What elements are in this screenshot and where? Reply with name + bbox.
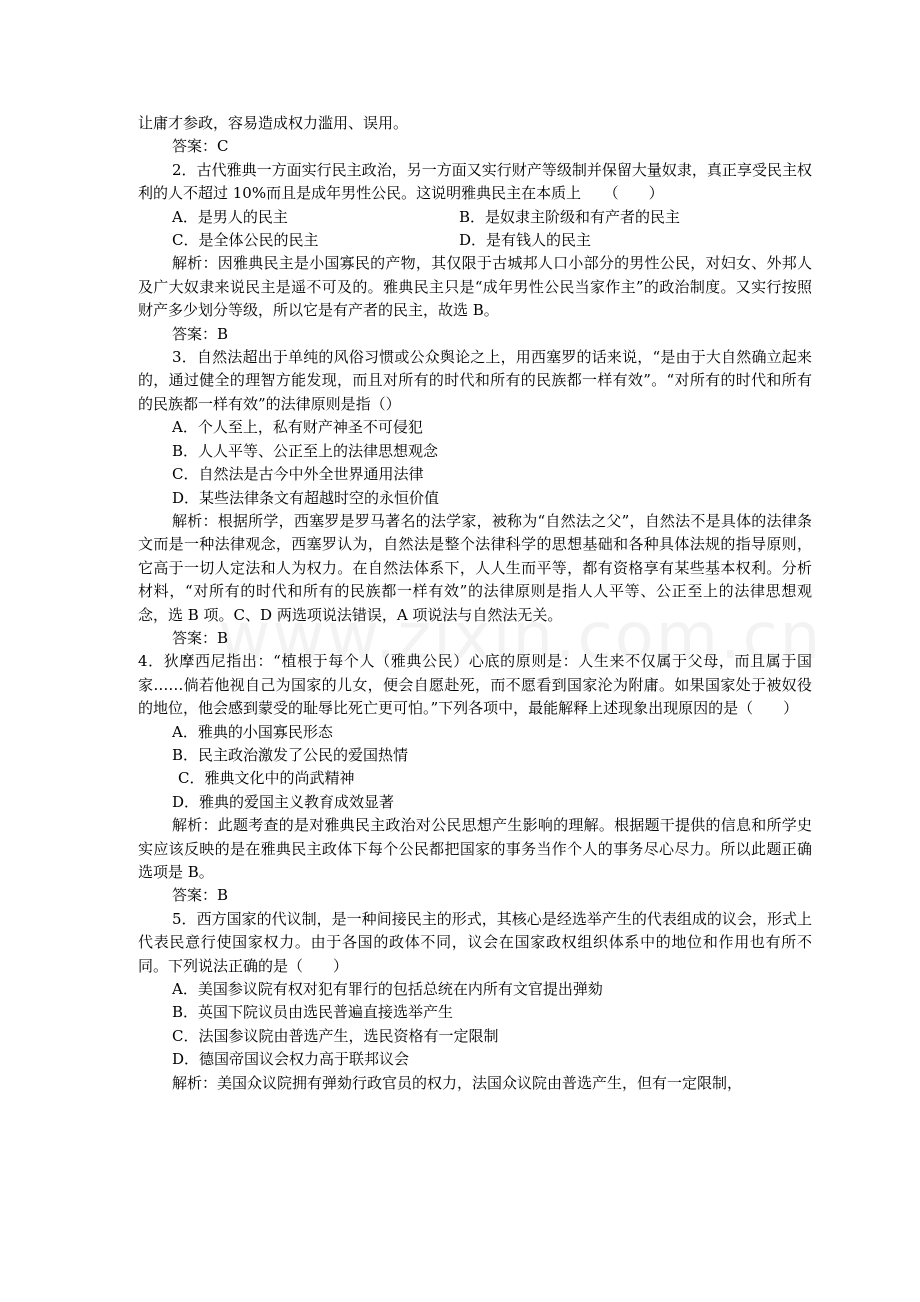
analysis-3: 解析：根据所学，西塞罗是罗马著名的法学家，被称为“自然法之父”，自然法不是具体的法律条文而是一种法律观念，西塞罗认为，自然法是整个法律科学的思想基础和各种具体法规的指导原则，它高于一切人定法和人为权力。在自然法体系下，人人生而平等，都有资格享有某些基本权利。分析材料，“对所有的时代和所有的民族都一样有效”的法律原则是指人人平等、公正至上的法律思想观念，选 B 项。C、D 两选项说法错误，A 项说法与自然法无关。 xyxy=(138,511,812,624)
analysis-5: 解析：美国众议院拥有弹劾行政官员的权力，法国众议院由普选产生，但有一定限制， xyxy=(172,1073,743,1092)
answer-1: 答案：C xyxy=(172,137,229,156)
option-2c: C．是全体公民的民主 xyxy=(172,231,319,250)
text-line: 让庸才参政，容易造成权力滥用、误用。 xyxy=(138,114,409,132)
option-2d: D．是有钱人的民主 xyxy=(459,231,592,250)
answer-3: 答案：B xyxy=(172,628,229,647)
option-5a: A．美国参议院有权对犯有罪行的包括总统在内所有文官提出弹劾 xyxy=(172,980,603,999)
option-3d: D．某些法律条文有超越时空的永恒价值 xyxy=(172,488,440,507)
option-4b: B．民主政治激发了公民的爱国热情 xyxy=(172,745,409,764)
document-body xyxy=(138,112,812,1095)
analysis-4: 解析：此题考查的是对雅典民主政治对公民思想产生影响的理解。根据题干提供的信息和所学史实应该反映的是在雅典民主政体下每个公民都把国家的事务当作个人的事务尽心尽力。所以此题正确选项是 B。 xyxy=(138,816,812,881)
option-3c: C．自然法是古今中外全世界通用法律 xyxy=(172,465,424,484)
answer-4: 答案：B xyxy=(172,886,229,905)
option-5b: B．英国下院议员由选民普遍直接选举产生 xyxy=(172,1003,454,1022)
option-4c: C．雅典文化中的尚武精神 xyxy=(178,769,355,788)
question-5: 5．西方国家的代议制，是一种间接民主的形式，其核心是经选举产生的代表组成的议会，形式上代表民意行使国家权力。由于各国的政体不同，议会在国家政权组织体系中的地位和作用也有所不同。下列说法正确的是（ ） xyxy=(138,909,812,975)
analysis-2: 解析：因雅典民主是小国寡民的产物，其仅限于古城邦人口小部分的男性公民，对妇女、外邦人及广大奴隶来说民主是遥不可及的。雅典民主只是“成年男性公民当家作主”的政治制度。又实行按照财产多少划分等级，所以它是有产者的民主，故选 B。 xyxy=(138,254,812,320)
option-4d: D．雅典的爱国主义教育成效显著 xyxy=(172,792,395,811)
answer-2: 答案：B xyxy=(172,324,229,343)
question-4: 4．狄摩西尼指出：“植根于每个人（雅典公民）心底的原则是：人生来不仅属于父母，而且属于国家……倘若他视自己为国家的儿女，便会自愿赴死，而不愿看到国家沦为附庸。如果国家处于被奴役的地位，他会感到蒙受的耻辱比死亡更可怕。”下列各项中，最能解释上述现象出现原因的是（ ） xyxy=(138,652,812,718)
question-2: 2．古代雅典一方面实行民主政治，另一方面又实行财产等级制并保留大量奴隶，真正享受民主权利的人不超过 10%而且是成年男性公民。这说明雅典民主在本质上 （ ） xyxy=(138,160,812,203)
option-5d: D．德国帝国议会权力高于联邦议会 xyxy=(172,1050,410,1069)
option-3a: A．个人至上，私有财产神圣不可侵犯 xyxy=(172,418,423,437)
question-3: 3．自然法超出于单纯的风俗习惯或公众舆论之上，用西塞罗的话来说，“是由于大自然确立起来的，通过健全的理智方能发现，而且对所有的时代和所有的民族都一样有效”。“对所有的时代和所有的民族都一样有效”的法律原则是指（） xyxy=(138,348,812,413)
option-5c: C．法国参议院由普选产生，选民资格有一定限制 xyxy=(172,1026,499,1045)
option-2b: B．是奴隶主阶级和有产者的民主 xyxy=(459,207,681,226)
options-row xyxy=(138,206,812,229)
option-2a: A．是男人的民主 xyxy=(172,207,288,226)
option-3b: B．人人平等、公正至上的法律思想观念 xyxy=(172,441,439,460)
options-row xyxy=(138,229,812,252)
option-4a: A．雅典的小国寡民形态 xyxy=(172,722,333,741)
